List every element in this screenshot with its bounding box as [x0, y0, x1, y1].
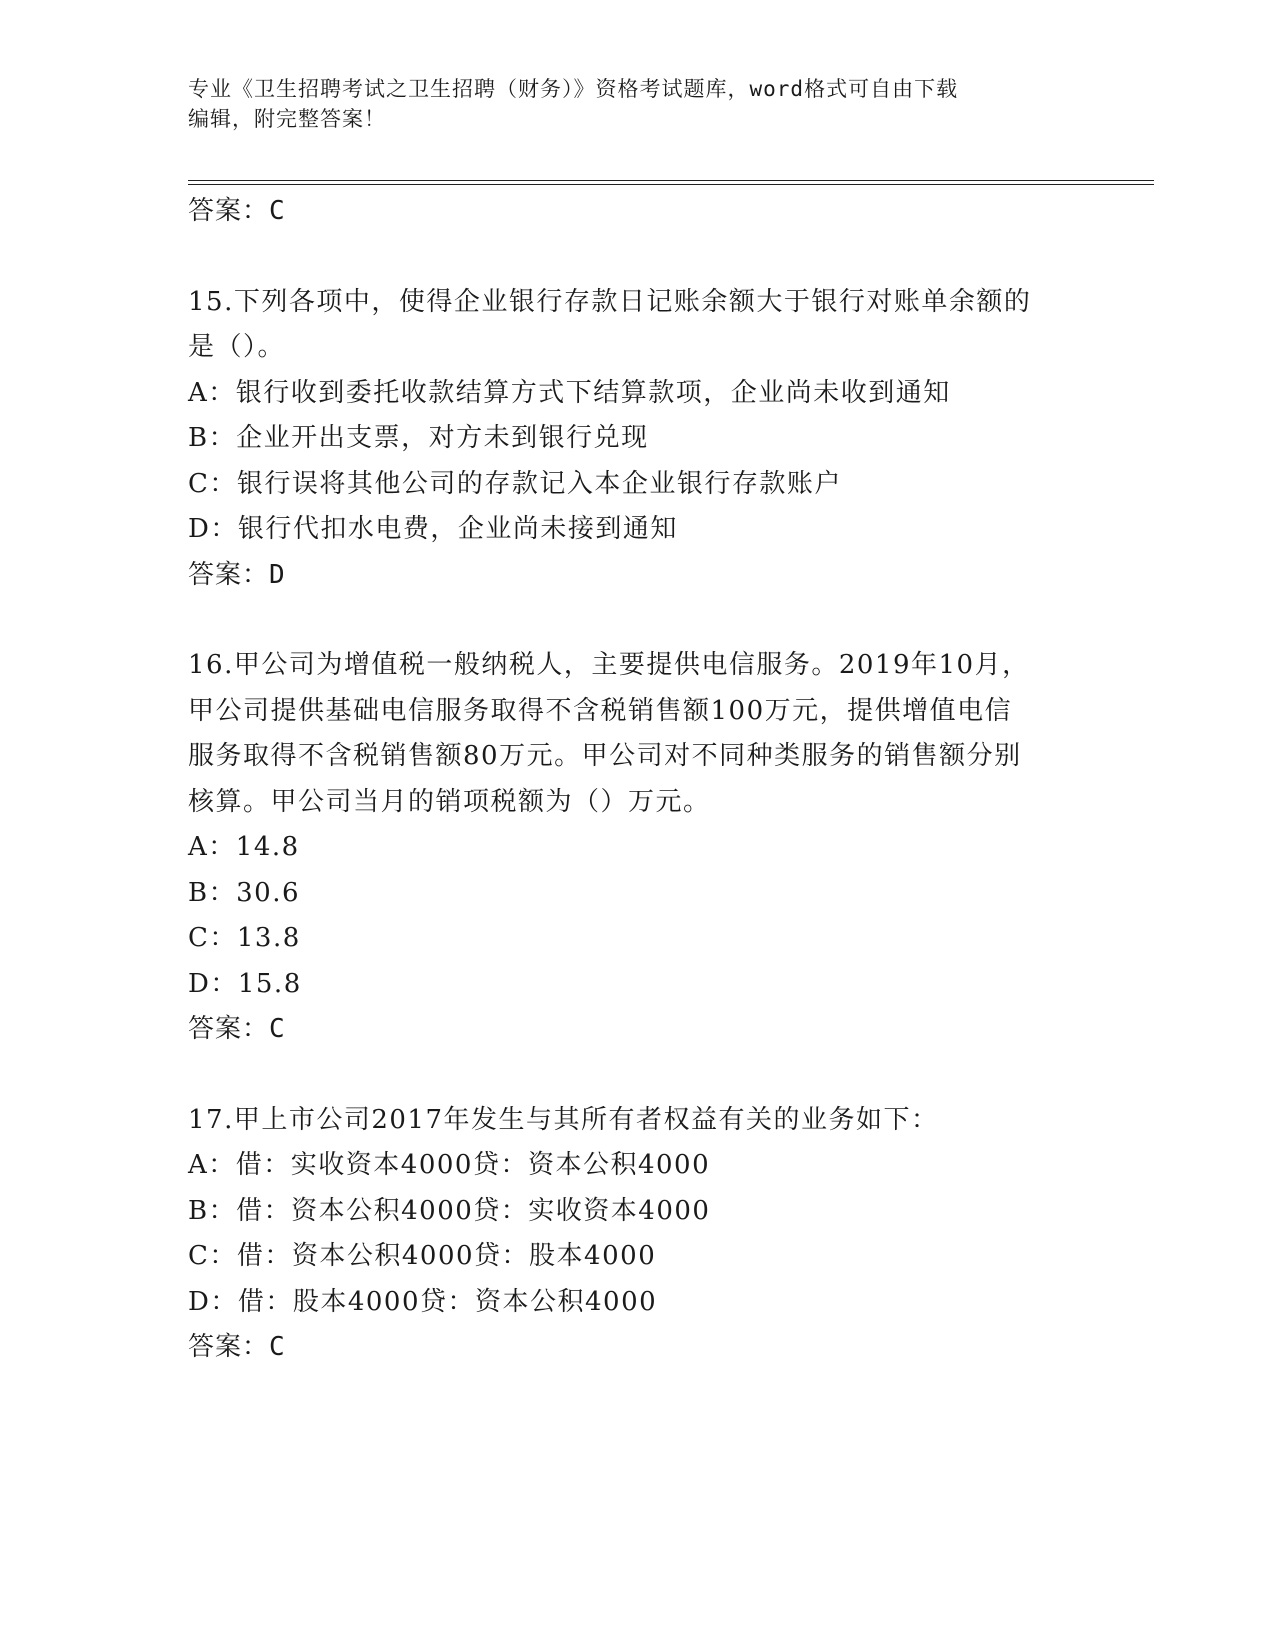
option-a: A：借：实收资本4000贷：资本公积4000 [188, 1150, 711, 1180]
spacer [188, 1053, 1088, 1098]
question-stem-line: 15.下列各项中，使得企业银行存款日记账余额大于银行对账单余额的 [188, 286, 1032, 317]
answer-label: 答案： [188, 196, 270, 226]
answer-label: 答案： [188, 1014, 270, 1044]
option-b: B：企业开出支票，对方未到银行兑现 [188, 423, 649, 453]
header-divider-bottom [188, 184, 1154, 185]
option-a: A：14.8 [188, 832, 300, 862]
question-stem-line: 17.甲上市公司2017年发生与其所有者权益有关的业务如下： [188, 1104, 939, 1135]
option-c: C：银行误将其他公司的存款记入本企业银行存款账户 [188, 468, 842, 499]
answer-line [188, 1325, 1088, 1371]
question-stem-line: 甲公司提供基础电信服务取得不含税销售额100万元，提供增值电信 [188, 695, 1013, 726]
spacer [188, 235, 1088, 280]
question-stem-line: 是（）。 [188, 332, 286, 362]
spacer [188, 598, 1088, 643]
option-d: D：15.8 [188, 968, 302, 999]
header-line-2: 编辑，附完整答案！ [188, 107, 386, 131]
header-divider-top [188, 180, 1154, 181]
answer-label: 答案： [188, 1332, 270, 1362]
answer-value: C [269, 1014, 286, 1044]
question-block [188, 643, 1088, 1053]
answer-label: 答案： [188, 559, 270, 590]
question-list [188, 189, 1088, 1371]
answer-value: D [269, 559, 286, 590]
question-block [188, 280, 1088, 599]
answer-line [188, 189, 1088, 235]
header-line-1: 专业《卫生招聘考试之卫生招聘（财务）》资格考试题库，word格式可自由下载 [188, 77, 959, 101]
document-header [188, 74, 1068, 134]
question-stem-line: 核算。甲公司当月的销项税额为（）万元。 [188, 786, 711, 817]
question-block [188, 1098, 1088, 1371]
option-d: D：银行代扣水电费，企业尚未接到通知 [188, 514, 678, 544]
answer-value: C [269, 1332, 286, 1362]
question-stem-line: 16.甲公司为增值税一般纳税人，主要提供电信服务。2019年10月， [188, 650, 1030, 680]
question-stem-line: 服务取得不含税销售额80万元。甲公司对不同种类服务的销售额分别 [188, 741, 1022, 771]
option-a: A：银行收到委托收款结算方式下结算款项，企业尚未收到通知 [188, 377, 951, 408]
answer-line [188, 1007, 1088, 1053]
option-d: D：借：股本4000贷：资本公积4000 [188, 1286, 658, 1317]
answer-value: C [269, 196, 286, 226]
option-c: C：借：资本公积4000贷：股本4000 [188, 1241, 657, 1271]
option-c: C：13.8 [188, 923, 301, 953]
option-b: B：借：资本公积4000贷：实收资本4000 [188, 1195, 711, 1226]
option-b: B：30.6 [188, 877, 300, 908]
answer-line [188, 553, 1088, 599]
